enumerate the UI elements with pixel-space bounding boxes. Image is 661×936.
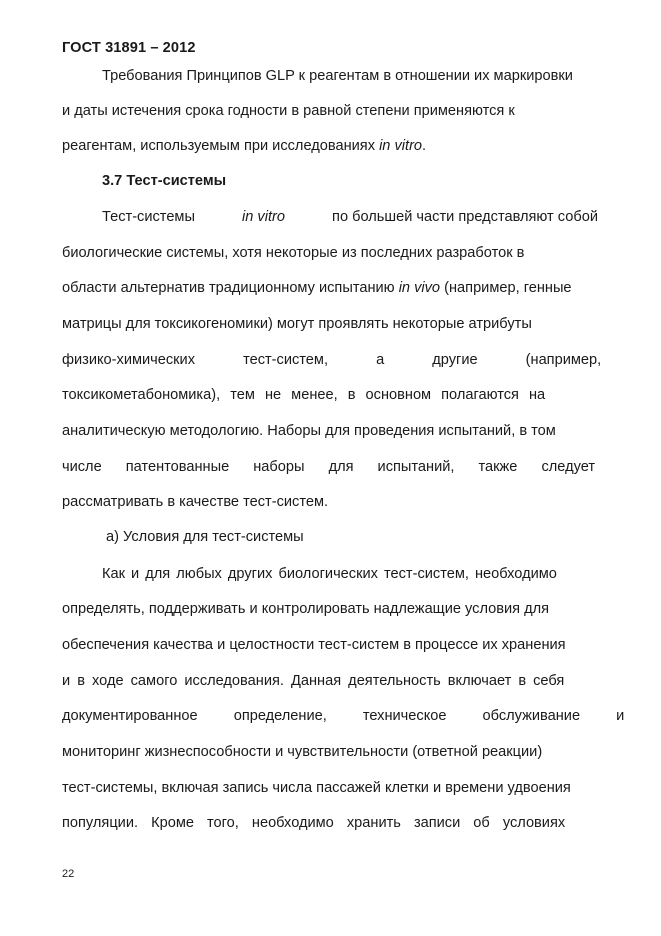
paragraph-line: матрицы для токсикогеномики) могут проявлять некоторые атрибуты [62,316,532,332]
paragraph-line: рассматривать в качестве тест-систем. [62,494,329,510]
text-span: Тест-системы [102,209,195,225]
paragraph-line: и в ходе самого исследования. Данная деятельность включает в себя [62,673,565,689]
paragraph-line: определять, поддерживать и контролировать надлежащие условия для [62,601,550,617]
paragraph-line [62,279,598,297]
paragraph-line [102,208,598,226]
paragraph-line: аналитическую методологию. Наборы для проведения испытаний, в том [62,423,556,439]
italic-term: in vivo [398,280,441,296]
section-heading: 3.7 Тест-системы [102,173,227,189]
text-span: (например, генные [444,280,572,296]
paragraph-line: биологические системы, хотя некоторые из последних разработок в [62,245,525,261]
paragraph-line: токсикометабономика), тем не менее, в основном полагаются на [62,387,546,403]
paragraph-line [62,137,426,155]
justified-line: физико-химических тест-систем, а другие (например, [62,352,602,368]
paragraph-line: числе патентованные наборы для испытаний, также следует [62,459,596,475]
italic-term: in vitro [242,209,285,225]
page-number: 22 [62,868,75,880]
paragraph-line: Требования Принципов GLP к реагентам в отношении их маркировки [102,68,573,84]
paragraph-line: мониторинг жизнеспособности и чувствительности (ответной реакции) [62,744,543,760]
italic-term: in vitro [379,138,423,154]
paragraph-line: документированное определение, техническое обслуживание и [62,708,625,724]
paragraph-line: и даты истечения срока годности в равной степени применяются к [62,103,515,119]
paragraph-line: популяции. Кроме того, необходимо хранить записи об условиях [62,815,566,831]
document-header: ГОСТ 31891 – 2012 [62,40,196,56]
text-span: . [422,138,427,154]
text-span: реагентам, используемым при исследованиях [62,138,375,154]
paragraph-line [62,351,602,369]
subsection-heading: а) Условия для тест-системы [106,529,304,545]
paragraph-line: Как и для любых других биологических тест-систем, необходимо [102,566,557,582]
text-span: по большей части представляют собой [332,209,598,225]
text-span: области альтернатив традиционному испытанию [62,280,395,296]
paragraph-line: тест-системы, включая запись числа пассажей клетки и времени удвоения [62,780,571,796]
paragraph-line: обеспечения качества и целостности тест-систем в процессе их хранения [62,637,566,653]
